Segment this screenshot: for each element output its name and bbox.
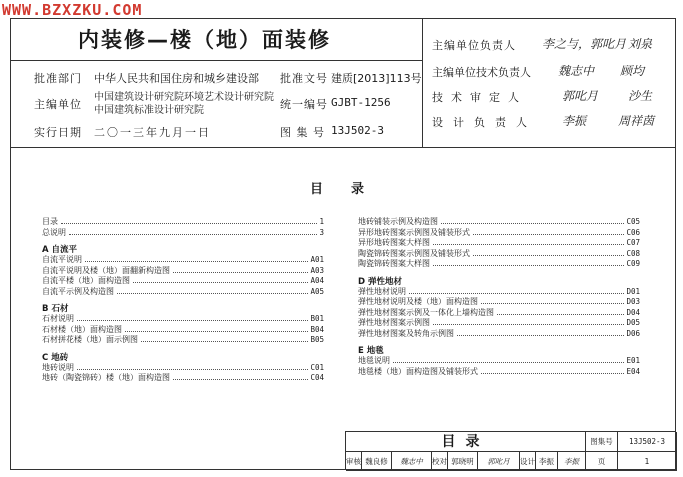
responsible-role: 主编单位技术负责人 — [432, 66, 531, 79]
toc-entry[interactable] — [358, 227, 640, 238]
toc-entry-title: 目录 — [42, 217, 58, 226]
toc-entry-page: 1 — [319, 217, 324, 226]
checker-name: 郭晓明 — [448, 452, 478, 471]
toc-entry-title: 弹性地材图案示例图 — [358, 318, 430, 327]
toc-entry[interactable] — [42, 372, 324, 383]
toc-leader-dots — [433, 324, 624, 325]
toc-entry-page: C06 — [626, 227, 640, 237]
responsible-signature: 李之与，郭叱月 — [542, 37, 627, 51]
toc-leader-dots — [481, 303, 624, 304]
drawing-name: 目录 — [346, 432, 586, 452]
toc-entry-title: 异形地砖图案大样图 — [358, 238, 430, 247]
toc-entry-page: C09 — [626, 259, 640, 268]
header-bottom-divider — [10, 147, 676, 148]
toc-entry-page: D06 — [626, 328, 640, 338]
toc-entry-title: 弹性地材图案及转角示例图 — [358, 328, 454, 338]
toc-entry[interactable] — [42, 324, 324, 335]
unified-no-label: 统一编号 — [280, 98, 328, 111]
toc-entry-title: 弹性地材说明 — [358, 286, 406, 296]
toc-leader-dots — [497, 314, 624, 315]
toc-leader-dots — [457, 335, 624, 336]
toc-leader-dots — [69, 234, 317, 235]
toc-entry-title: 自流平楼（地）面构造图 — [42, 276, 130, 285]
responsible-signature: 魏志中 — [558, 64, 595, 78]
toc-leader-dots — [433, 265, 624, 266]
toc-entry[interactable] — [42, 265, 324, 276]
page-label: 页 — [586, 452, 618, 471]
designer-signature: 李振 — [558, 452, 586, 471]
title-divider — [10, 60, 422, 61]
toc-entry-page: C05 — [626, 217, 640, 226]
toc-entry-title: 弹性地材图案示例及一体化上墙构造图 — [358, 307, 494, 317]
toc-leader-dots — [125, 331, 308, 332]
atlas-no-label: 图 集 号 — [280, 126, 325, 139]
page-number: 1 — [618, 452, 677, 471]
toc-heading: 目录 — [310, 182, 393, 197]
toc-leader-dots — [441, 223, 624, 224]
toc-entry[interactable] — [358, 355, 640, 366]
toc-entry-title: 石材楼（地）面构造图 — [42, 324, 122, 334]
toc-entry-page: D04 — [626, 307, 640, 317]
watermark: WWW.BZXZKU.COM — [2, 1, 143, 19]
toc-leader-dots — [473, 255, 624, 256]
toc-leader-dots — [61, 223, 317, 224]
toc-entry-page: C01 — [310, 362, 324, 372]
toc-leader-dots — [133, 282, 308, 283]
editor-unit-label: 主编单位 — [34, 98, 82, 111]
toc-entry-title: 陶瓷锦砖图案大样图 — [358, 259, 430, 268]
toc-entry[interactable] — [358, 216, 640, 227]
toc-entry-page: C08 — [626, 248, 640, 258]
toc-entry-title: 异形地砖图案示例图及铺装形式 — [358, 227, 470, 237]
impl-date: 二〇一三年九月一日 — [94, 126, 211, 139]
toc-right-column — [358, 216, 640, 376]
toc-section-heading: E 地毯 — [358, 346, 384, 356]
atlas-no: 13J502-3 — [331, 124, 384, 137]
toc-entry-page: D05 — [626, 318, 640, 327]
toc-leader-dots — [433, 244, 624, 245]
toc-entry[interactable] — [358, 296, 640, 307]
toc-entry[interactable] — [358, 366, 640, 377]
toc-leader-dots — [117, 293, 308, 294]
toc-entry-title: 自流平示例及构造图 — [42, 286, 114, 296]
unified-no: GJBT-1256 — [331, 96, 391, 109]
toc-entry[interactable] — [358, 258, 640, 269]
editor-unit-line2: 中国建筑标准设计研究院 — [94, 105, 204, 116]
toc-entry[interactable] — [42, 286, 324, 297]
toc-entry[interactable] — [358, 286, 640, 297]
toc-entry[interactable] — [358, 328, 640, 339]
toc-entry-title: 石材拼花楼（地）面示例图 — [42, 335, 138, 344]
toc-entry-page: A01 — [310, 255, 324, 264]
toc-entry[interactable] — [42, 362, 324, 373]
toc-entry-title: 地砖说明 — [42, 362, 74, 372]
responsible-signature: 顾均 — [620, 64, 645, 78]
toc-leader-dots — [473, 234, 624, 235]
toc-section-heading: D 弹性地材 — [358, 276, 403, 287]
toc-entry-page: C04 — [310, 373, 324, 382]
toc-entry-page: E01 — [626, 356, 640, 365]
toc-entry[interactable] — [42, 227, 324, 238]
toc-left-column — [42, 216, 324, 383]
impl-date-label: 实行日期 — [34, 126, 82, 139]
toc-entry[interactable] — [358, 248, 640, 259]
toc-leader-dots — [77, 320, 308, 321]
toc-entry-page: 3 — [319, 227, 324, 237]
responsible-signature: 刘泉 — [628, 37, 653, 51]
responsible-signature: 周祥茵 — [618, 114, 655, 128]
toc-entry-page: B01 — [310, 314, 324, 323]
toc-leader-dots — [393, 362, 624, 363]
editor-unit-line1: 中国建筑设计研究院环境艺术设计研究院 — [94, 92, 274, 103]
toc-entry[interactable] — [42, 216, 324, 227]
reviewer-signature: 魏志中 — [392, 452, 432, 471]
responsible-role: 设计负责人 — [432, 116, 537, 129]
reviewer-name: 魏良修 — [362, 452, 392, 471]
toc-leader-dots — [77, 369, 308, 370]
designer-name: 李振 — [536, 452, 558, 471]
design-label: 设计 — [520, 452, 536, 471]
toc-entry-page: A04 — [310, 276, 324, 285]
toc-entry-page: A03 — [310, 265, 324, 275]
approval-doc: 建质[2013]113号 — [331, 72, 422, 85]
responsible-signature: 李振 — [562, 114, 587, 128]
toc-entry[interactable] — [42, 275, 324, 286]
toc-leader-dots — [481, 373, 624, 374]
toc-entry-title: 地毯说明 — [358, 356, 390, 365]
toc-entry-title: 弹性地材说明及楼（地）面构造图 — [358, 297, 478, 306]
checker-signature: 郭叱月 — [478, 452, 520, 471]
responsible-role: 主编单位负责人 — [432, 39, 516, 52]
toc-entry-title: 总说明 — [42, 227, 66, 237]
atlas-no-label: 图集号 — [586, 432, 618, 452]
toc-section-heading: B 石材 — [42, 304, 69, 314]
toc-entry-title: 地砖铺装示例及构造图 — [358, 217, 438, 226]
atlas-no: 13J502-3 — [618, 432, 677, 452]
responsible-signature: 郭叱月 — [562, 89, 599, 103]
toc-leader-dots — [141, 341, 308, 342]
check-label: 校对 — [432, 452, 448, 471]
toc-entry-page: D03 — [626, 297, 640, 306]
toc-entry[interactable] — [358, 317, 640, 328]
toc-entry-page: E04 — [626, 366, 640, 376]
toc-entry-title: 自流平说明 — [42, 255, 82, 264]
toc-section-heading: C 地砖 — [42, 352, 69, 363]
toc-leader-dots — [409, 293, 624, 294]
toc-entry[interactable] — [42, 254, 324, 265]
approval-dept-label: 批准部门 — [34, 72, 82, 85]
approval-dept: 中华人民共和国住房和城乡建设部 — [94, 72, 259, 85]
toc-entry-title: 石材说明 — [42, 314, 74, 323]
toc-entry-page: B04 — [310, 324, 324, 334]
toc-entry-page: C07 — [626, 238, 640, 247]
toc-entry-page: B05 — [310, 335, 324, 344]
toc-entry-page: A05 — [310, 286, 324, 296]
page-title: 内装修—楼（地）面装修 — [78, 28, 331, 52]
toc-leader-dots — [85, 261, 308, 262]
toc-entry-title: 自流平说明及楼（地）面翻新构造图 — [42, 265, 170, 275]
title-block — [345, 431, 676, 470]
toc-entry-title: 地砖（陶瓷锦砖）楼（地）面构造图 — [42, 373, 170, 382]
approval-doc-label: 批准文号 — [280, 72, 328, 85]
responsible-role: 技术审定人 — [432, 91, 527, 104]
toc-leader-dots — [173, 272, 308, 273]
toc-section-heading: A 自流平 — [42, 245, 78, 255]
toc-entry-title: 地毯楼（地）面构造图及铺装形式 — [358, 366, 478, 376]
review-label: 审核 — [346, 452, 362, 471]
toc-entry-title: 陶瓷锦砖图案示例图及铺装形式 — [358, 248, 470, 258]
toc-entry[interactable] — [42, 313, 324, 324]
toc-entry[interactable] — [42, 334, 324, 345]
toc-leader-dots — [173, 379, 308, 380]
responsible-signature: 沙生 — [628, 89, 653, 103]
toc-entry[interactable] — [358, 307, 640, 318]
toc-entry[interactable] — [358, 237, 640, 248]
toc-entry-page: D01 — [626, 286, 640, 296]
header-vertical-divider — [422, 18, 423, 147]
